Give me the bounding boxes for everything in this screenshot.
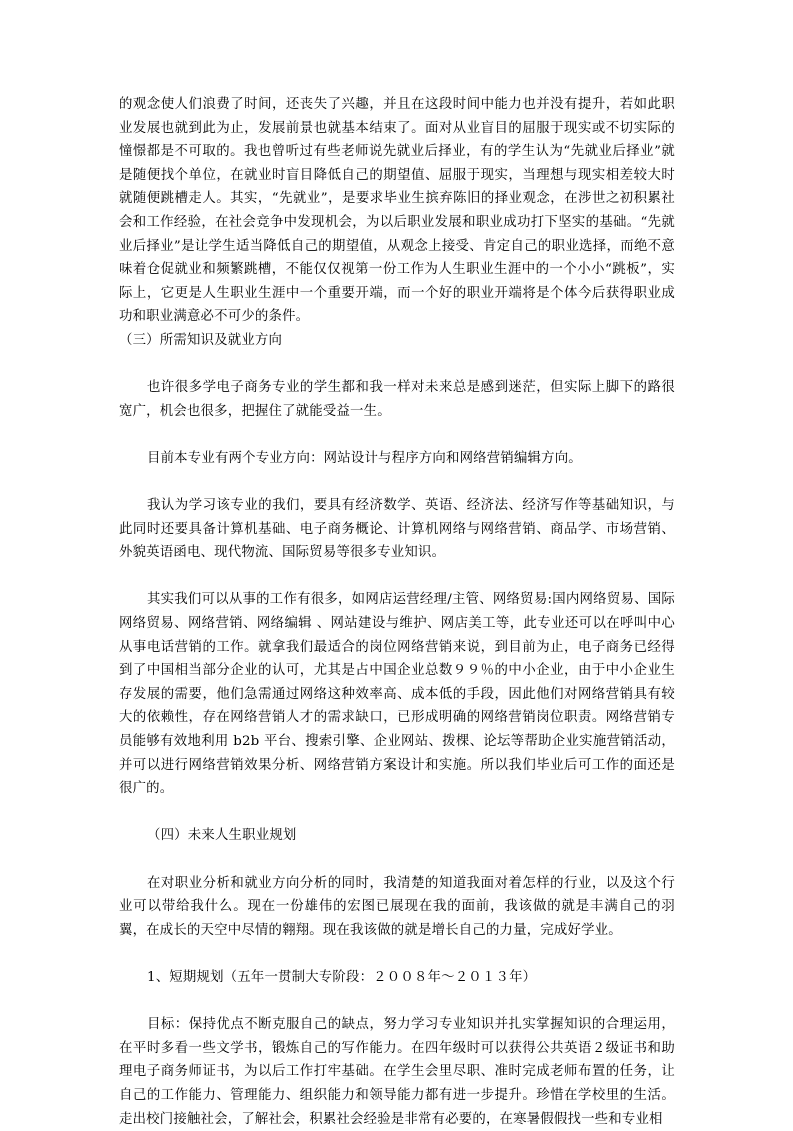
paragraph-confusion: 也许很多学电子商务专业的学生都和我一样对未来总是感到迷茫，但实际上脚下的路很宽广，机会也很多，把握住了就能受益一生。: [119, 380, 675, 419]
section-heading-future-plan: （四）未来人生职业规划: [147, 828, 297, 844]
section-heading-knowledge: （三）所需知识及就业方向: [119, 332, 283, 348]
paragraph-goals: 目标：保持优点不断克服自己的缺点，努力学习专业知识并扎实掌握知识的合理运用，在平时多看一些文学书，锻炼自己的写作能力。在四年级时可以获得公共英语２级证书和助理电子商务师证书，为以后工作打牢基础。在学生会里尽职、准时完成老师布置的任务，让自己的工作能力、管理能力、组织能力和领导能力都有进一步提升。珍惜在学校里的生活。走出校门接触社会，了解社会，积累社会经验是非常有必要的，在寒暑假假找一些和专业相: [119, 1017, 675, 1127]
paragraph-required-knowledge: 我认为学习该专业的我们，要具有经济数学、英语、经济法、经济写作等基础知识，与此同时还要具备计算机基础、电子商务概论、计算机网络与网络营销、商品学、市场营销、外貌英语函电、现代物流、国际贸易等很多专业知识。: [119, 498, 675, 561]
paragraph-job-attitude: 的观念使人们浪费了时间，还丧失了兴趣，并且在这段时间中能力也并没有提升，若如此职业发展也就到此为止，发展前景也就基本结束了。面对从业盲目的屈服于现实或不切实际的憧憬都是不可取的。我也曾听过有些老师说先就业后择业，有的学生认为“先就业后择业”就是随便找个单位，在就业时盲目降低自己的期望值、屈服于现实，当理想与现实相差较大时就随便跳槽走人。其实，“先就业”，是要求毕业生摈弃陈旧的择业观念，在涉世之初积累社会和工作经验，在社会竞争中发现机会，为以后职业发展和职业成功打下坚实的基础。“先就业后择业”是让学生适当降低自己的期望值，从观念上接受、肯定自己的职业选择，而绝不意味着仓促就业和频繁跳槽，不能仅仅视第一份工作为人生职业生涯中的一个小小“跳板”，实际上，它更是人生职业生涯中一个重要开端，而一个好的职业开端将是个体今后获得职业成功和职业满意必不可少的条件。: [119, 97, 675, 325]
subheading-short-term-plan: 1、短期规划（五年一贯制大专阶段：２００８年～２０１３年）: [147, 969, 537, 985]
document-body: [119, 93, 675, 1131]
paragraph-career-options: 其实我们可以从事的工作有很多，如网店运营经理/主管、网络贸易:国内网络贸易、国际网络贸易、网络营销、网络编辑 、网站建设与维护、网店美工等，此专业还可以在呼叫中心从事电话营销的工作。就拿我们最适合的岗位网络营销来说，到目前为止，电子商务已经得到了中国相当部分企业的认可，尤其是占中国企业总数９９％的中小企业，由于中小企业生存发展的需要，他们急需通过网络这种效率高、成本低的手段，因此他们对网络营销具有较大的依赖性，存在网络营销人才的需求缺口，已形成明确的网络营销岗位职责。网络营销专员能够有效地利用 b2b 平台、搜索引擎、企业网站、拨棵、论坛等帮助企业实施营销活动，并可以进行网络营销效果分析、网络营销方案设计和实施。所以我们毕业后可工作的面还是很广的。: [119, 592, 675, 797]
paragraph-major-directions: 目前本专业有两个专业方向：网站设计与程序方向和网络营销编辑方向。: [147, 450, 582, 466]
paragraph-industry-analysis: 在对职业分析和就业方向分析的同时，我清楚的知道我面对着怎样的行业，以及这个行业可以带给我什么。现在一份雄伟的宏图已展现在我的面前，我该做的就是丰满自己的羽翼，在成长的天空中尽情的翱翔。现在我该做的就是增长自己的力量，完成好学业。: [119, 875, 675, 938]
